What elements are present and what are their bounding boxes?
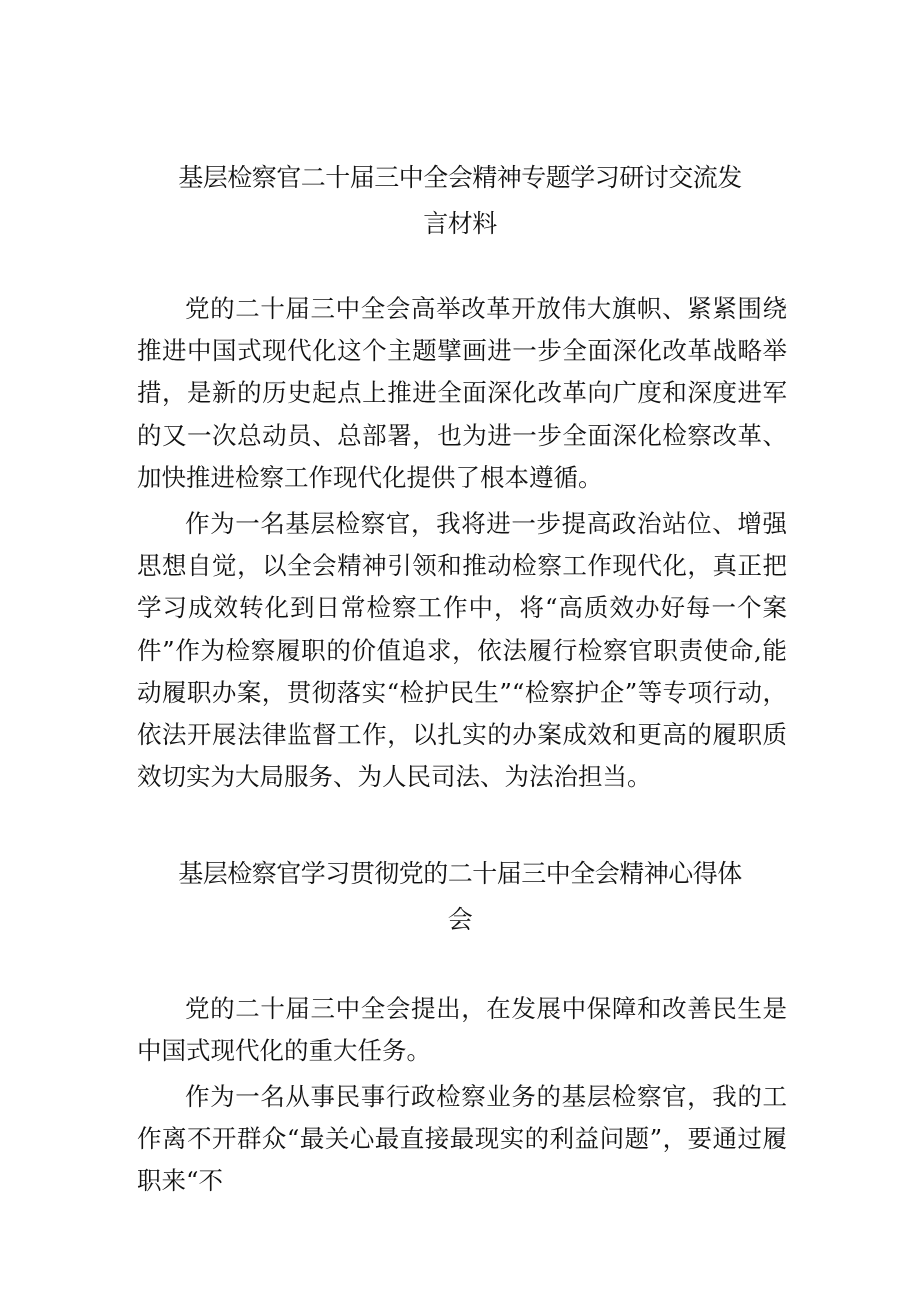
section-2-title-line-2: 会: [447, 905, 473, 934]
section-1-title-line-1: 基层检察官二十届三中全会精神专题学习研讨交流发: [178, 163, 742, 192]
section-1-paragraph-2: 作为一名基层检察官，我将进一步提高政治站位、增强思想自觉，以全会精神引领和推动检察工作现代化，真正把学习成效转化到日常检察工作中，将“高质效办好每一个案件”作为检察履职的价值追求，依法履行检察官职责使命,能动履职办案，贯彻落实“检护民生”“检察护企”等专项行动，依法开展法律监督工作，以扎实的办案成效和更高的履职质效切实为大局服务、为人民司法、为法治担当。: [137, 509, 787, 792]
section-2-title: [140, 851, 780, 943]
section-2-title-line-1: 基层检察官学习贯彻党的二十届三中全会精神心得体: [178, 859, 742, 888]
section-1-title: [140, 155, 780, 247]
section-1-paragraph-1: 党的二十届三中全会高举改革开放伟大旗帜、紧紧围绕推进中国式现代化这个主题擘画进一步全面深化改革战略举措，是新的历史起点上推进全面深化改革向广度和深度进军的又一次总动员、总部署，也为进一步全面深化检察改革、加快推进检察工作现代化提供了根本遵循。: [137, 294, 787, 492]
section-1-title-line-2: 言材料: [423, 209, 497, 238]
section-2-paragraph-1: 党的二十届三中全会提出，在发展中保障和改善民生是中国式现代化的重大任务。: [137, 994, 787, 1066]
section-2-paragraph-2: 作为一名从事民事行政检察业务的基层检察官，我的工作离不开群众“最关心最直接最现实的利益问题”，要通过履职来“不: [137, 1082, 787, 1196]
